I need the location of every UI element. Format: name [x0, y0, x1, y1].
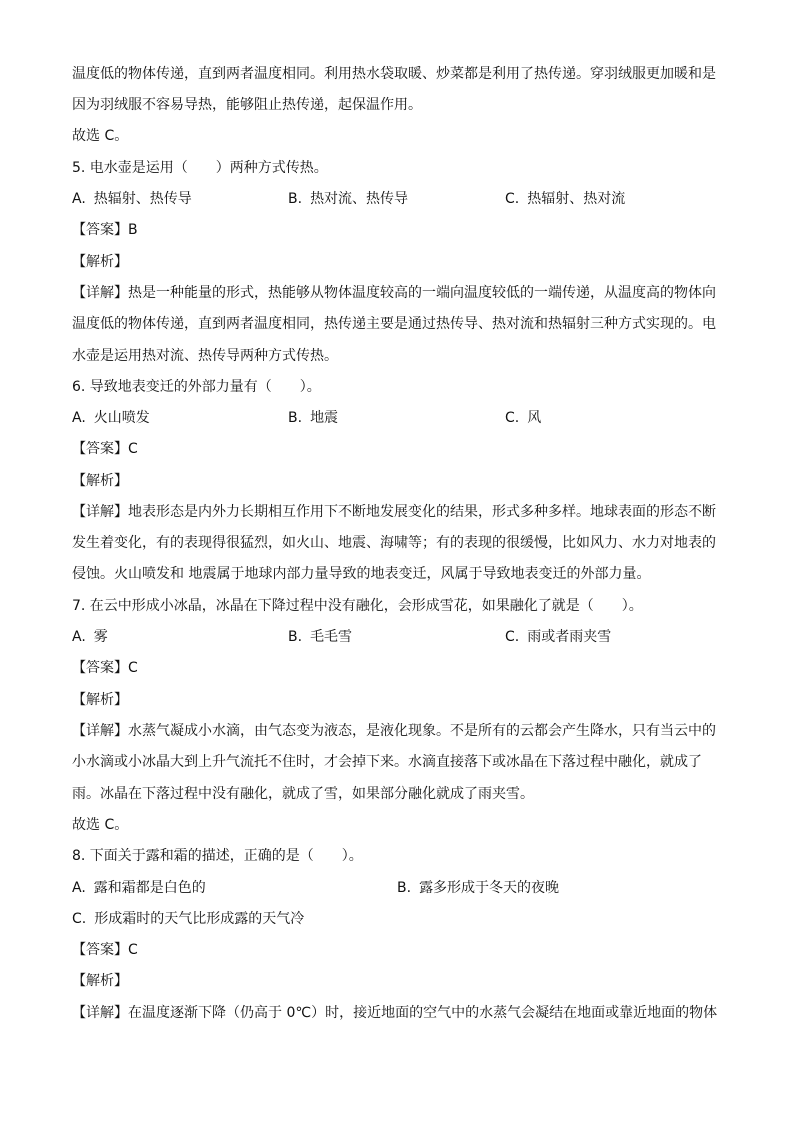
- question-5-stem: 5. 电水壶是运用（ ）两种方式传热。: [72, 160, 328, 176]
- q5-option-a: [72, 189, 192, 209]
- option-text: 毛毛雪: [310, 629, 353, 645]
- q5-option-c: [505, 189, 625, 209]
- q5-answer: 【答案】B: [72, 222, 138, 238]
- option-text: 热辐射、热传导: [93, 191, 192, 207]
- q7-option-a: [72, 627, 108, 647]
- option-text: 地震: [310, 410, 339, 426]
- q5-analysis-label: 【解析】: [72, 254, 128, 270]
- q8-answer: 【答案】C: [72, 942, 138, 958]
- q5-option-b: [288, 189, 408, 209]
- option-text: 雨或者雨夹雪: [527, 629, 612, 645]
- option-letter: C.: [505, 191, 520, 207]
- q8-detail-line: 【详解】在温度逐渐下降（仍高于 0℃）时，接近地面的空气中的水蒸气会凝结在地面或靠近地面的物体: [72, 1005, 718, 1021]
- option-letter: A.: [72, 410, 86, 426]
- q7-detail-line: 雨。冰晶在下落过程中没有融化，就成了雪，如果部分融化就成了雨夹雪。: [72, 786, 534, 802]
- q6-detail-line: 发生着变化，有的表现得很猛烈，如火山、地震、海啸等；有的表现的很缓慢，比如风力、水力对地表的: [72, 535, 716, 551]
- question-7-stem: 7. 在云中形成小冰晶，冰晶在下降过程中没有融化，会形成雪花，如果融化了就是（ ）。: [72, 598, 643, 614]
- option-letter: C.: [505, 410, 520, 426]
- q7-detail-line: 小水滴或小冰晶大到上升气流托不住时，才会掉下来。水滴直接落下或冰晶在下落过程中融化，就成了: [72, 754, 702, 770]
- option-text: 风: [527, 410, 542, 426]
- option-letter: C.: [72, 911, 87, 927]
- q6-analysis-label: 【解析】: [72, 473, 128, 489]
- q8-analysis-label: 【解析】: [72, 973, 128, 989]
- q6-option-c: [505, 408, 541, 428]
- option-letter: B.: [288, 410, 303, 426]
- question-6-stem: 6. 导致地表变迁的外部力量有（ ）。: [72, 379, 321, 395]
- q6-detail-line: 侵蚀。火山喷发和 地震属于地球内部力量导致的地表变迁，风属于导致地表变迁的外部力量。: [72, 566, 651, 582]
- q8-option-a: [72, 878, 206, 898]
- option-text: 雾: [93, 629, 108, 645]
- option-letter: B.: [288, 629, 303, 645]
- q6-option-a: [72, 408, 150, 428]
- option-text: 热辐射、热对流: [527, 191, 626, 207]
- q7-detail-line: 【详解】水蒸气凝成小水滴，由气态变为液态，是液化现象。不是所有的云都会产生降水，只有当云中的: [72, 723, 716, 739]
- q8-option-b: [397, 878, 559, 898]
- option-letter: C.: [505, 629, 520, 645]
- option-letter: B.: [397, 880, 412, 896]
- q7-conclusion: 故选 C。: [72, 817, 129, 833]
- q8-option-c: [72, 909, 304, 929]
- option-text: 露和霜都是白色的: [93, 880, 206, 896]
- option-text: 热对流、热传导: [310, 191, 409, 207]
- conclusion-line: 故选 C。: [72, 128, 129, 144]
- q7-answer: 【答案】C: [72, 660, 138, 676]
- q7-option-c: [505, 627, 611, 647]
- option-text: 火山喷发: [93, 410, 150, 426]
- option-text: 露多形成于冬天的夜晚: [419, 880, 560, 896]
- option-text: 形成霜时的天气比形成露的天气冷: [94, 911, 305, 927]
- q6-answer: 【答案】C: [72, 441, 138, 457]
- option-letter: A.: [72, 191, 86, 207]
- q7-analysis-label: 【解析】: [72, 692, 128, 708]
- option-letter: A.: [72, 880, 86, 896]
- option-letter: B.: [288, 191, 303, 207]
- q5-detail-line: 水壶是运用热对流、热传导两种方式传热。: [72, 348, 338, 364]
- q7-option-b: [288, 627, 352, 647]
- q5-detail-line: 温度低的物体传递，直到两者温度相同，热传递主要是通过热传导、热对流和热辐射三种方式实现的。电: [72, 316, 716, 332]
- q6-option-b: [288, 408, 338, 428]
- text-line: 因为羽绒服不容易导热，能够阻止热传递，起保温作用。: [72, 97, 422, 113]
- q5-detail-line: 【详解】热是一种能量的形式，热能够从物体温度较高的一端向温度较低的一端传递，从温度高的物体向: [72, 285, 716, 301]
- question-8-stem: 8. 下面关于露和霜的描述，正确的是（ ）。: [72, 848, 363, 864]
- option-letter: A.: [72, 629, 86, 645]
- q6-detail-line: 【详解】地表形态是内外力长期相互作用下不断地发展变化的结果，形式多种多样。地球表面的形态不断: [72, 504, 716, 520]
- text-line: 温度低的物体传递，直到两者温度相同。利用热水袋取暖、炒菜都是利用了热传递。穿羽绒服更加暖和是: [72, 66, 716, 82]
